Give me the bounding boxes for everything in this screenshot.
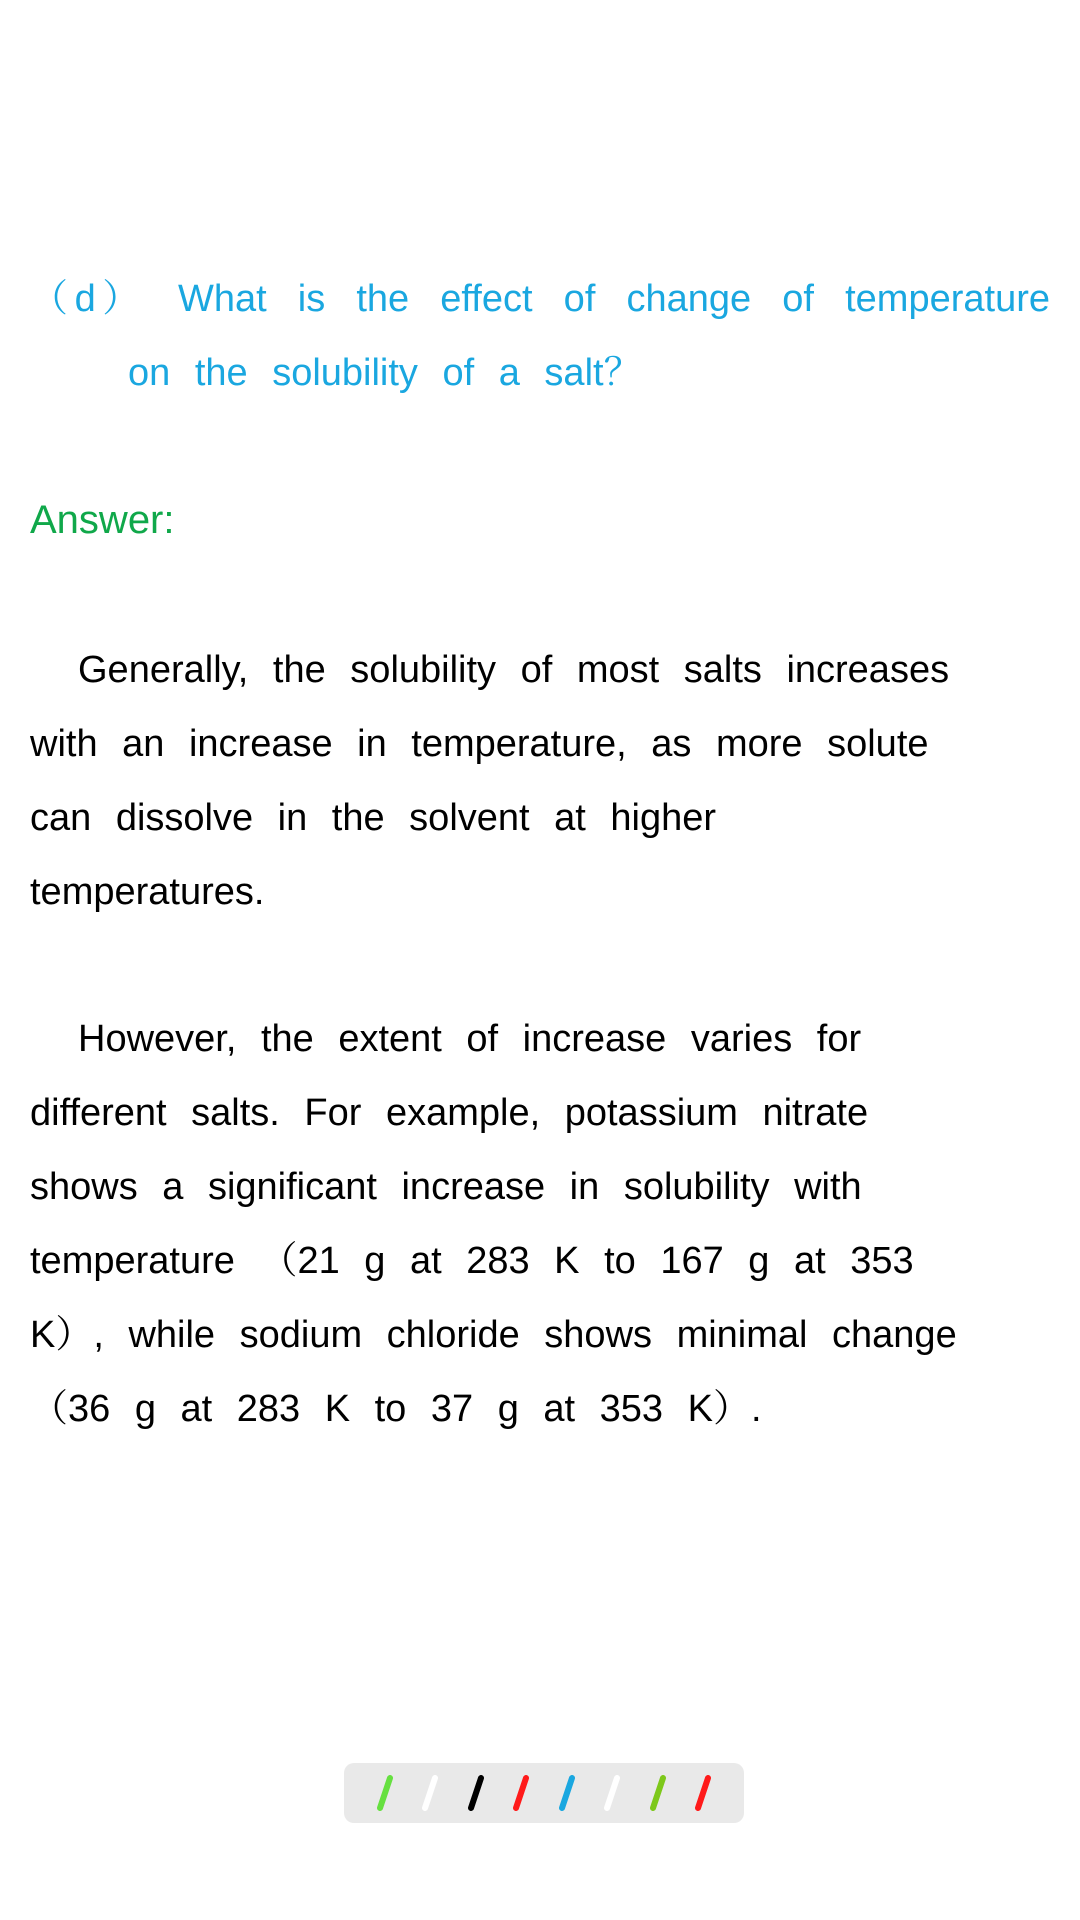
paragraph-line: shows a significant increase in solubility with (30, 1166, 862, 1208)
paragraph-line: Generally, the solubility of most salts increases (78, 649, 950, 691)
paragraph-line: can dissolve in the solvent at higher (30, 797, 717, 839)
red-pen-icon[interactable] (506, 1773, 536, 1813)
paragraph-line: （36 g at 283 K to 37 g at 353 K）. (30, 1388, 762, 1430)
olive-pen-icon[interactable] (643, 1773, 673, 1813)
white-pen-icon[interactable] (415, 1773, 445, 1813)
answer-paragraph-1 (30, 633, 1040, 929)
paragraph-line: temperatures. (30, 871, 265, 913)
paragraph-line: with an increase in temperature, as more solute (30, 723, 929, 765)
white-pen-icon[interactable] (597, 1773, 627, 1813)
question-line-2: on the solubility of a salt？ (128, 352, 642, 394)
blue-pen-icon[interactable] (552, 1773, 582, 1813)
black-pen-icon[interactable] (461, 1773, 491, 1813)
red-pen-icon[interactable] (688, 1773, 718, 1813)
paragraph-line: However, the extent of increase varies for (78, 1018, 862, 1060)
question-line-1: （d） What is the effect of change of temperature (30, 278, 1050, 320)
answer-paragraph-2 (30, 1002, 1040, 1446)
paragraph-line: temperature （21 g at 283 K to 167 g at 353 (30, 1240, 914, 1282)
paragraph-line: K）, while sodium chloride shows minimal change (30, 1314, 957, 1356)
pen-color-toolbar (344, 1763, 744, 1823)
green-pen-icon[interactable] (370, 1773, 400, 1813)
question-text (30, 262, 1050, 410)
answer-label: Answer: (30, 498, 175, 542)
paragraph-line: different salts. For example, potassium nitrate (30, 1092, 869, 1134)
